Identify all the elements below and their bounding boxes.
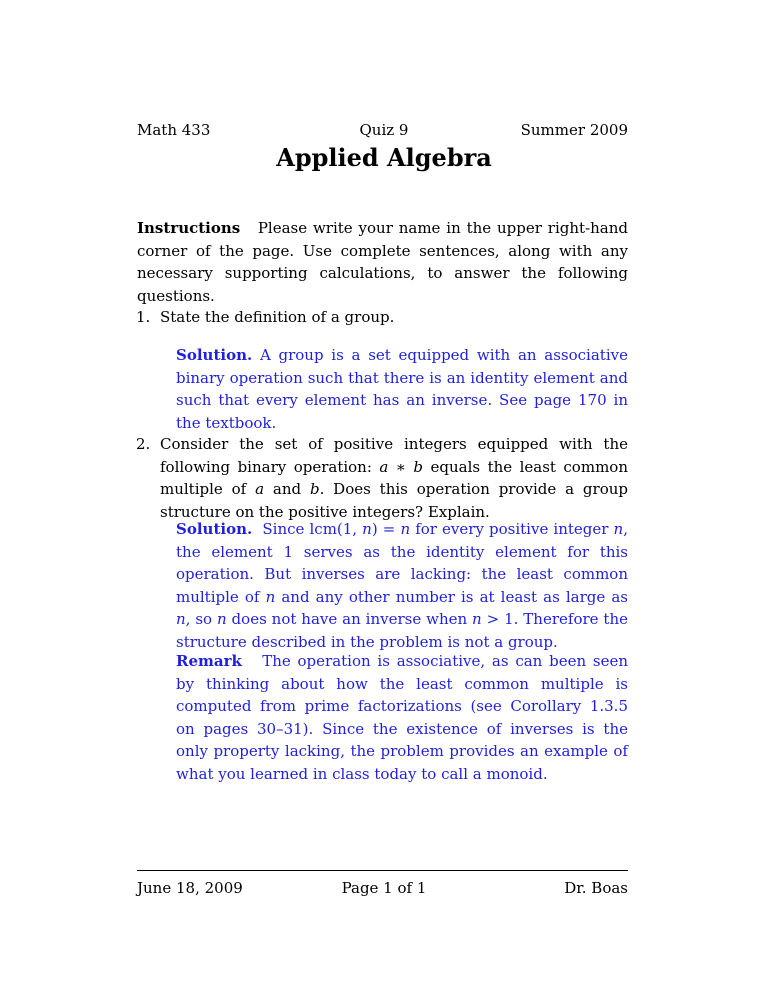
footer-rule	[137, 870, 628, 871]
term: Summer 2009	[520, 121, 628, 139]
solution-2-d: n	[400, 520, 411, 538]
solution-2-c: ) =	[371, 520, 401, 538]
question-2	[136, 433, 628, 523]
solution-2-g: , the element 1 serves as the identity element for this operation. But inverses are lacking: the least common multiple of	[176, 520, 628, 606]
solution-2-l: n	[216, 610, 227, 628]
solution-2-h: n	[265, 587, 276, 606]
course-number: Math 433	[137, 121, 211, 139]
instructions-text: Please write your name in the upper right-hand corner of the page. Use complete sentences, along with any necessary supporting calculations, to answer the following questions.	[137, 219, 628, 305]
footer-date: June 18, 2009	[137, 879, 243, 897]
solution-2-n: n	[472, 610, 482, 628]
solution-2-label: Solution.	[176, 520, 253, 538]
question-1-number: 1.	[136, 308, 151, 326]
solution-2-j: n	[176, 610, 186, 628]
solution-2-i: and any other number is at least as large as	[275, 587, 629, 606]
footer-page-number: Page 1 of 1	[341, 879, 427, 897]
question-2-text-f: b	[309, 480, 320, 498]
footer-author: Dr. Boas	[564, 879, 628, 897]
question-2-text-a: Consider the set of positive integers equipped with the following binary operation:	[160, 435, 628, 476]
solution-2-e: for every positive integer	[410, 520, 614, 538]
solution-2-o: > 1. Therefore the structure described in the problem is not a group.	[176, 610, 628, 651]
question-2-text-d: a	[255, 480, 265, 498]
solution-2-k: , so	[185, 610, 217, 628]
question-2-text-c: equals the least common multiple of	[160, 457, 628, 498]
remark	[176, 650, 628, 785]
question-2-number: 2.	[136, 435, 151, 453]
solution-1-label: Solution.	[176, 346, 253, 364]
question-1-text: State the definition of a group.	[160, 308, 395, 326]
quiz-number: Quiz 9	[359, 121, 409, 139]
solution-2-b: n	[362, 520, 372, 538]
solution-1	[176, 344, 628, 434]
solution-1-text: A group is a set equipped with an associative binary operation such that there is an identity element and such that every element has an inverse. See page 170 in the textbook.	[176, 346, 628, 432]
page-title: Applied Algebra	[276, 143, 492, 172]
remark-text: The operation is associative, as can been seen by thinking about how the least common multiple is computed from prime factorizations (see Corollary 1.3.5 on pages 30–31). Since the existence of inverses is the only property lacking, the problem provides an example of what you learned in class today to call a monoid.	[176, 652, 628, 783]
remark-label: Remark	[176, 652, 242, 670]
solution-2-a: Since lcm(1,	[262, 520, 363, 538]
question-2-text-e: and	[264, 480, 310, 498]
instructions-label: Instructions	[137, 219, 241, 237]
solution-2	[176, 518, 628, 653]
question-2-text-b: a ∗ b	[379, 457, 424, 476]
solution-2-f: n	[613, 520, 624, 538]
instructions	[137, 217, 628, 307]
question-1	[136, 306, 628, 329]
solution-2-m: does not have an inverse when	[226, 610, 473, 628]
question-2-text-g: . Does this operation provide a group structure on the positive integers? Explain.	[160, 480, 628, 521]
